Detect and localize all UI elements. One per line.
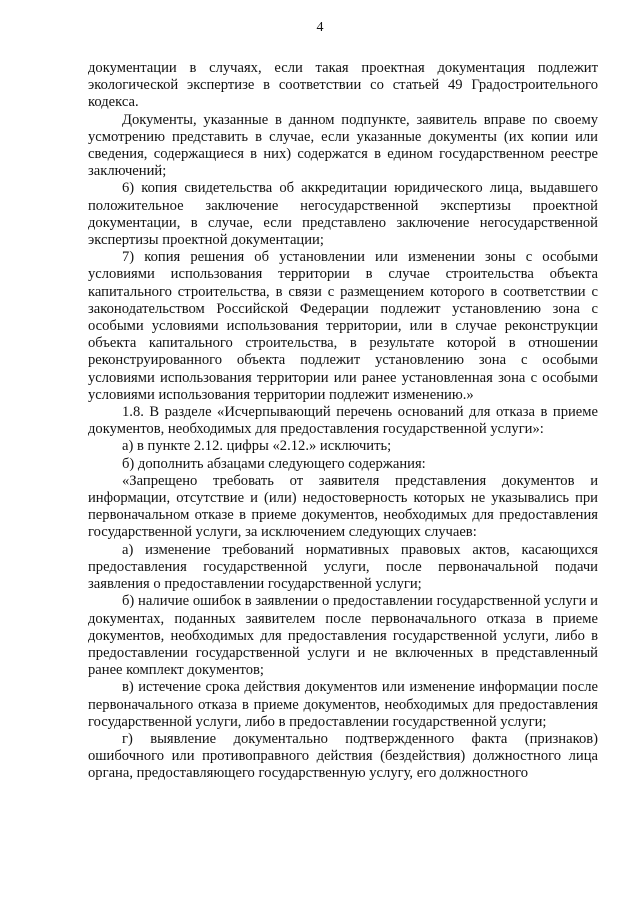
- page-number: 4: [316, 20, 324, 35]
- paragraph-continuation: документации в случаях, если такая проектная документация подлежит экологической экспертизе в соответствии со статьей 49 Градостроительного кодекса.: [88, 60, 598, 111]
- paragraph-case-a: а) изменение требований нормативных правовых актов, касающихся предоставления государственной услуги, после первоначальной подачи заявления о предоставлении государственной услуги;: [88, 541, 598, 593]
- paragraph-item-6: 6) копия свидетельства об аккредитации юридического лица, выдавшего положительное заключение негосударственной экспертизы проектной документации, в случае, если представлено заключение негосударственной экспертизы проектной документации;: [88, 180, 598, 249]
- paragraph-case-b: б) наличие ошибок в заявлении о предоставлении государственной услуги и документах, поданных заявителем после первоначального отказа в приеме документов, необходимых для предоставления государственной услуги, либо в предоставлении государственной услуги и не включенных в представленный ранее комплект документов;: [88, 593, 598, 679]
- paragraph-section-1-8: 1.8. В разделе «Исчерпывающий перечень оснований для отказа в приеме документов, необходимых для предоставления государственной услуги»:: [88, 404, 598, 438]
- paragraph-prohibition: «Запрещено требовать от заявителя представления документов и информации, отсутствие и (или) недостоверность которых не указывались при первоначальном отказе в приеме документов, необходимых для предоставления государственной услуги, за исключением следующих случаев:: [88, 472, 598, 541]
- paragraph-documents-note: Документы, указанные в данном подпункте, заявитель вправе по своему усмотрению представить в случае, если указанные документы (их копии или сведения, содержащиеся в них) содержатся в едином государственном реестре заключений;: [88, 111, 598, 180]
- paragraph-item-7: 7) копия решения об установлении или изменении зоны с особыми условиями использования территории в случае строительства объекта капитального строительства, в связи с размещением которого в соответствии с законодательством Российской Федерации подлежит установлению зона с особыми условиями использования территории, или в случае реконструкции объекта капитального строительства, в результате которой в отношении реконструированного объекта подлежит установлению зона с особыми условиями использования территории или ранее установленная зона с особыми условиями использования территории подлежит изменению.»: [88, 249, 598, 403]
- paragraph-case-g: г) выявление документально подтвержденного факта (признаков) ошибочного или противоправного действия (бездействия) должностного лица органа, предоставляющего государственную услугу, его должностного: [88, 730, 598, 782]
- paragraph-case-v: в) истечение срока действия документов или изменение информации после первоначального отказа в приеме документов, необходимых для предоставления государственной услуги, либо в предоставлении государственной услуги;: [88, 679, 598, 730]
- paragraph-subitem-a: а) в пункте 2.12. цифры «2.12.» исключить;: [122, 438, 392, 455]
- paragraph-subitem-b: б) дополнить абзацами следующего содержания:: [122, 455, 426, 472]
- document-body: [88, 60, 598, 783]
